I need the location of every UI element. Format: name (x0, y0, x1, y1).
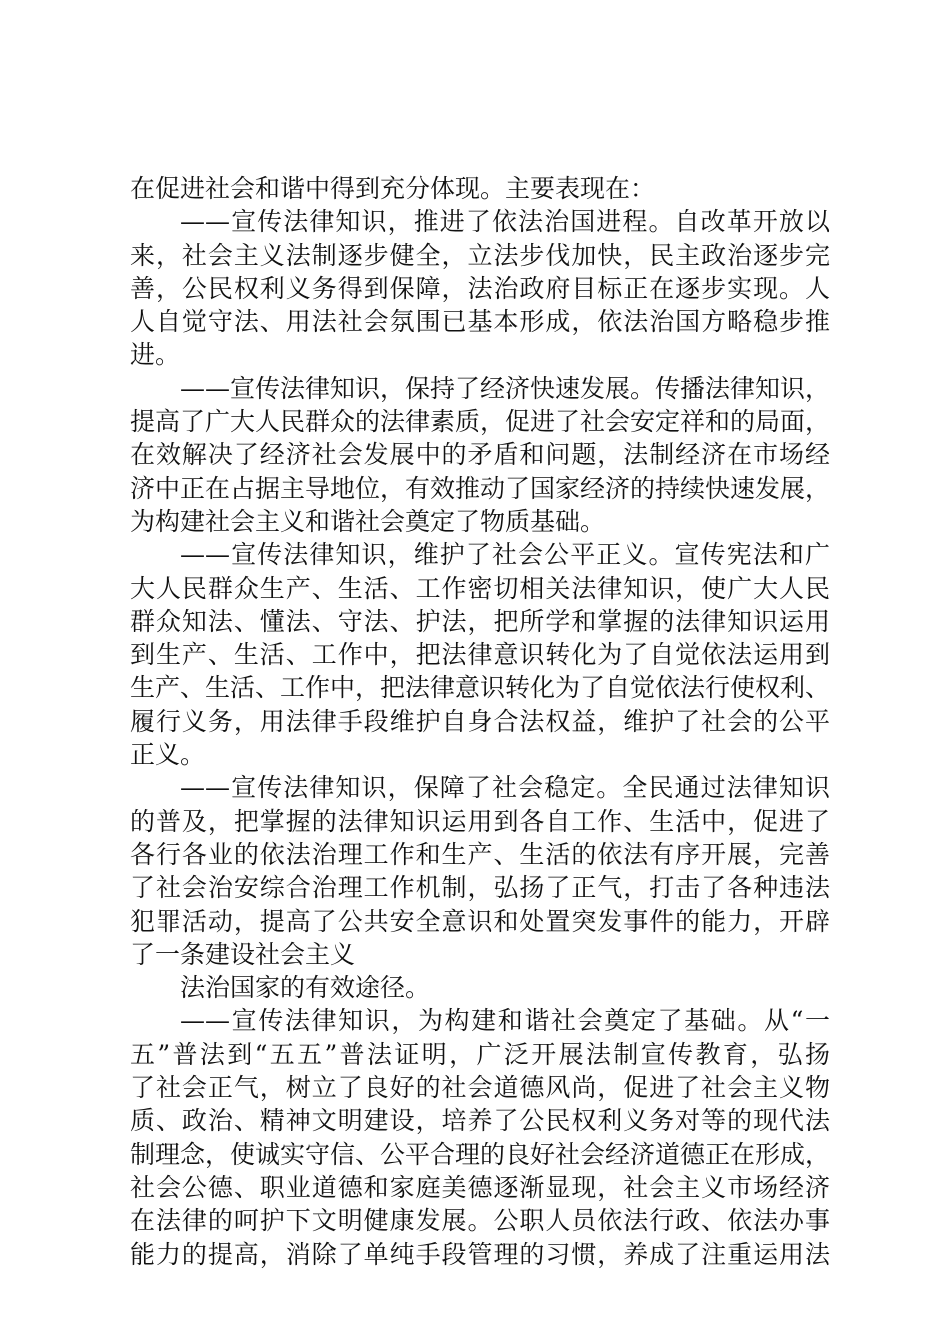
text-line: ——宣传法律知识，为构建和谐社会奠定了基础。从“一 (180, 1006, 830, 1036)
text-line: 各行各业的依法治理工作和生产、生活的依法有序开展，完善 (130, 839, 830, 869)
text-line: 正义。 (130, 740, 206, 770)
text-line: 善，公民权利义务得到保障，法治政府目标正在逐步实现。人 (130, 273, 830, 303)
text-line: ——宣传法律知识，推进了依法治国进程。自改革开放以 (180, 207, 830, 237)
text-line: 履行义务，用法律手段维护自身合法权益，维护了社会的公平 (130, 706, 830, 736)
text-line: 五”普法到“五五”普法证明，广泛开展法制宣传教育，弘扬 (130, 1039, 830, 1069)
text-line: 到生产、生活、工作中，把法律意识转化为了自觉依法运用到 (130, 640, 830, 670)
text-line: 质、政治、精神文明建设，培养了公民权利义务对等的现代法 (130, 1106, 830, 1136)
text-line: 犯罪活动，提高了公共安全意识和处置突发事件的能力，开辟 (130, 906, 830, 936)
text-line: 群众知法、懂法、守法、护法，把所学和掌握的法律知识运用 (130, 606, 830, 636)
text-line: 进。 (130, 340, 181, 370)
text-line: 济中正在占据主导地位，有效推动了国家经济的持续快速发展， (130, 473, 831, 503)
text-line: ——宣传法律知识，保障了社会稳定。全民通过法律知识 (180, 773, 830, 803)
text-line: 在法律的呵护下文明健康发展。公职人员依法行政、依法办事 (130, 1206, 830, 1236)
text-line: 在效解决了经济社会发展中的矛盾和问题，法制经济在市场经 (130, 440, 830, 470)
text-line: 为构建社会主义和谐社会奠定了物质基础。 (130, 506, 606, 536)
text-line: 了一条建设社会主义 (130, 939, 356, 969)
text-line: 在促进社会和谐中得到充分体现。主要表现在： (130, 174, 656, 203)
text-line: 人自觉守法、用法社会氛围已基本形成，依法治国方略稳步推 (130, 307, 830, 337)
text-line: ——宣传法律知识，保持了经济快速发展。传播法律知识， (180, 373, 831, 403)
text-line: 生产、生活、工作中，把法律意识转化为了自觉依法行使权利、 (130, 673, 831, 703)
text-line: 的普及，把掌握的法律知识运用到各自工作、生活中，促进了 (130, 806, 830, 836)
text-line: 社会公德、职业道德和家庭美德逐渐显现，社会主义市场经济 (130, 1172, 830, 1202)
text-line: 制理念，使诚实守信、公平合理的良好社会经济道德正在形成， (130, 1139, 831, 1169)
document-body (130, 172, 830, 1271)
text-line: 能力的提高，消除了单纯手段管理的习惯，养成了注重运用法 (130, 1239, 830, 1269)
text-line: 提高了广大人民群众的法律素质，促进了社会安定祥和的局面， (130, 407, 831, 437)
text-line: 了社会正气，树立了良好的社会道德风尚，促进了社会主义物 (130, 1073, 830, 1103)
text-line: 来，社会主义法制逐步健全，立法步伐加快，民主政治逐步完 (130, 240, 830, 270)
text-line: ——宣传法律知识，维护了社会公平正义。宣传宪法和广 (180, 540, 830, 570)
text-line: 了社会治安综合治理工作机制，弘扬了正气，打击了各种违法 (130, 873, 830, 903)
text-line: 大人民群众生产、生活、工作密切相关法律知识，使广大人民 (130, 573, 830, 603)
text-line: 法治国家的有效途径。 (180, 973, 431, 1003)
